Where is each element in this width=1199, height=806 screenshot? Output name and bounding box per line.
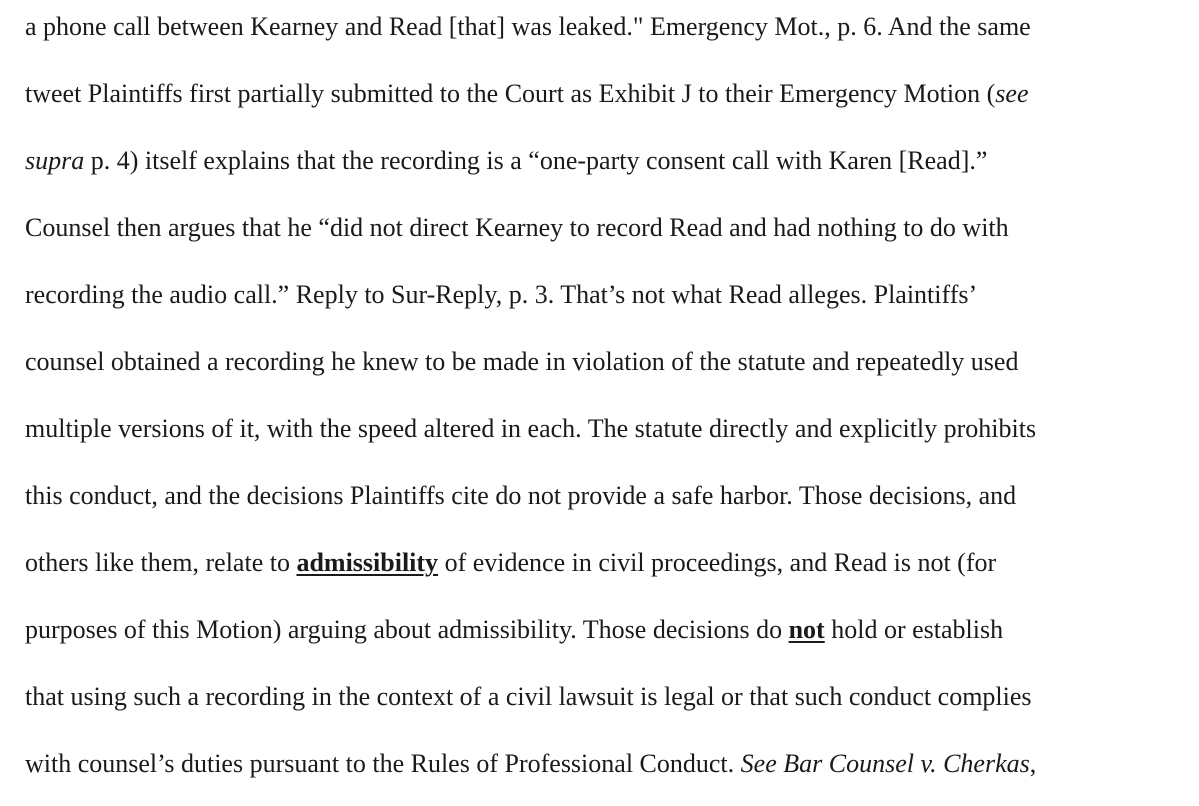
text-line-11 — [25, 681, 1032, 713]
text-line-8 — [25, 480, 1016, 512]
text-line-7 — [25, 413, 1036, 445]
text-run: tweet Plaintiffs first partially submitted to the Court as Exhibit J to their Emergency Motion ( — [25, 79, 996, 108]
text-run: hold or establish — [824, 615, 1004, 644]
text-line-5 — [25, 279, 977, 311]
text-run: others like them, relate to — [25, 548, 297, 577]
text-run: this conduct, and the decisions Plaintiffs cite do not provide a safe harbor. Those decisions, and — [25, 481, 1017, 510]
text-run: , — [1029, 749, 1037, 778]
text-line-12 — [25, 748, 1036, 780]
text-run: p. 4) itself explains that the recording is a “one-party consent call with Karen [Read].” — [84, 146, 988, 175]
text-line-4 — [25, 212, 1009, 244]
emphasized-word: admissibility — [296, 548, 439, 577]
text-line-9 — [25, 547, 996, 579]
italic-citation: supra — [25, 146, 85, 175]
text-run: recording the audio call.” Reply to Sur-Reply, p. 3. That’s not what Read alleges. Plaintiffs’ — [25, 280, 978, 309]
text-run: purposes of this Motion) arguing about admissibility. Those decisions do — [25, 615, 789, 644]
text-line-10 — [25, 614, 1003, 646]
text-line-2 — [25, 78, 1028, 110]
italic-citation: see — [995, 79, 1029, 108]
text-run: multiple versions of it, with the speed altered in each. The statute directly and explicitly prohibits — [25, 414, 1037, 443]
text-run: counsel obtained a recording he knew to be made in violation of the statute and repeatedly used — [25, 347, 1019, 376]
emphasized-word: not — [788, 615, 825, 644]
text-run: of evidence in civil proceedings, and Read is not (for — [438, 548, 997, 577]
text-line-6 — [25, 346, 1018, 378]
italic-citation: See Bar Counsel v. Cherkas — [740, 749, 1030, 778]
text-run: Counsel then argues that he “did not direct Kearney to record Read and had nothing to do with — [25, 213, 1009, 242]
text-line-1 — [25, 11, 1031, 43]
text-run: with counsel’s duties pursuant to the Rules of Professional Conduct. — [25, 749, 741, 778]
text-line-3 — [25, 145, 987, 177]
text-run: that using such a recording in the context of a civil lawsuit is legal or that such conduct complies — [25, 682, 1032, 711]
text-run: a phone call between Kearney and Read [that] was leaked." Emergency Mot., p. 6. And the same — [25, 12, 1031, 41]
